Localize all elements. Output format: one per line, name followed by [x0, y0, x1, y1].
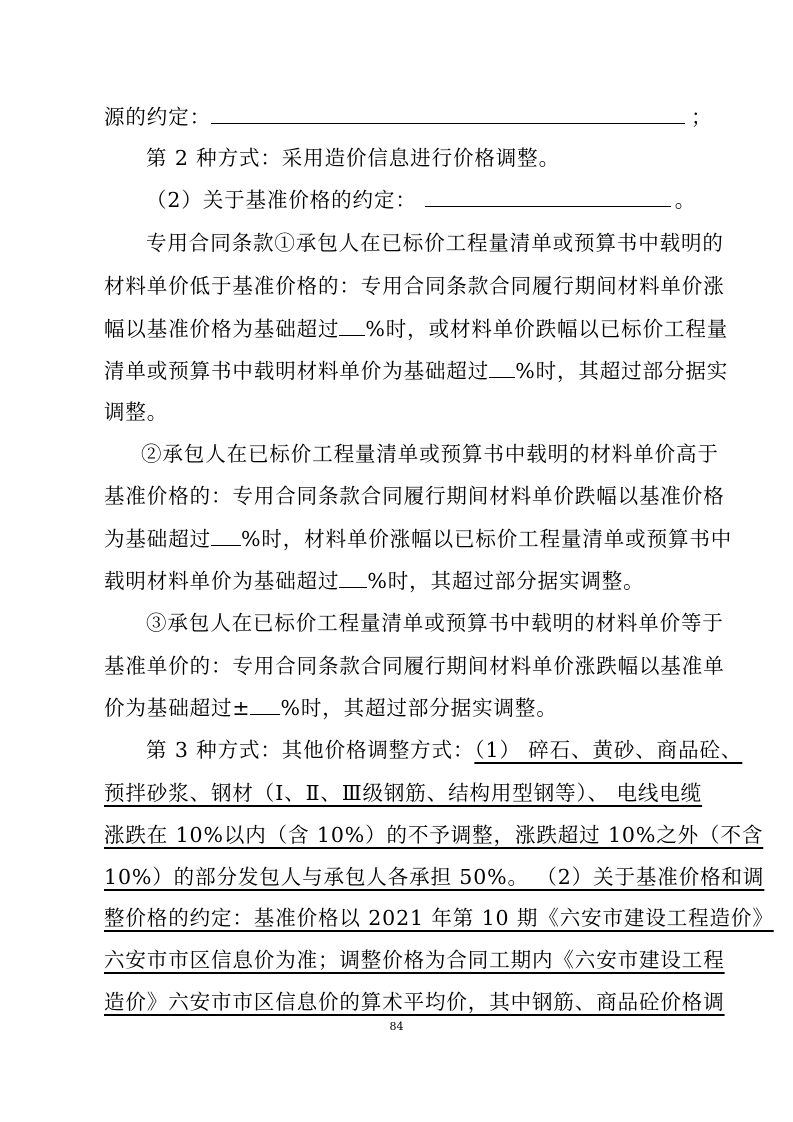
text-line: 源的约定： ；: [104, 97, 712, 137]
text-line: 清单或预算书中载明材料单价为基础超过 %时，其超过部分据实: [104, 351, 728, 391]
text-line: 基准单价的：专用合同条款合同履行期间材料单价涨跌幅以基准单: [104, 654, 725, 678]
text-line-underlined: 10%）的部分发包人与承包人各承担 50%。 （2）关于基准价格和调: [104, 865, 765, 889]
fill-in-blank[interactable]: [339, 561, 367, 588]
fill-in-blank[interactable]: [339, 309, 365, 336]
text-line: 材料单价低于基准价格的：专用合同条款合同履行期间材料单价涨: [104, 274, 725, 298]
text-line: 第 2 种方式：采用造价信息进行价格调整。: [146, 146, 560, 170]
text-line-underlined: 涨跌在 10%以内（含 10%）的不予调整，涨跌超过 10%之外（不含: [104, 823, 764, 847]
text-line: 载明材料单价为基础超过 %时，其超过部分据实调整。: [104, 561, 645, 601]
text-line: 基准价格的：专用合同条款合同履行期间材料单价跌幅以基准价格: [104, 484, 725, 508]
text-line-underlined: 造价》六安市市区信息价的算术平均价，其中钢筋、商品砼价格调: [104, 990, 725, 1014]
fill-in-blank[interactable]: [489, 351, 515, 378]
text-line-underlined: 六安市市区信息价为准；调整价格为合同工期内《六安市建设工程: [104, 948, 725, 972]
text-line: 价为基础超过± %时，其超过部分据实调整。: [104, 688, 558, 728]
text-line: 为基础超过 %时，材料单价涨幅以已标价工程量清单或预算书中: [104, 519, 732, 559]
page-number: 84: [389, 1020, 404, 1033]
fill-in-blank[interactable]: [425, 180, 671, 207]
text-line-underlined: 预拌砂浆、钢材（Ⅰ、Ⅱ、Ⅲ级钢筋、结构用型钢等）、 电线电缆: [104, 781, 703, 805]
text-line: 专用合同条款①承包人在已标价工程量清单或预算书中载明的: [146, 231, 724, 255]
text-line: 第 3 种方式：其他价格调整方式：（1） 碎石、黄砂、商品砼、: [146, 738, 743, 762]
text-line: 调整。: [104, 400, 169, 424]
fill-in-blank[interactable]: [211, 519, 241, 546]
fill-in-blank[interactable]: [211, 97, 685, 124]
text-line: （2）关于基准价格的约定： 。: [146, 180, 696, 220]
text-line: ③承包人在已标价工程量清单或预算书中载明的材料单价等于: [146, 611, 724, 635]
text-line: ②承包人在已标价工程量清单或预算书中载明的材料单价高于: [141, 442, 719, 466]
text-line-underlined: 整价格的约定：基准价格以 2021 年第 10 期《六安市建设工程造价》: [104, 906, 774, 930]
fill-in-blank[interactable]: [250, 688, 280, 715]
text-line: 幅以基准价格为基础超过 %时，或材料单价跌幅以已标价工程量: [104, 309, 728, 349]
